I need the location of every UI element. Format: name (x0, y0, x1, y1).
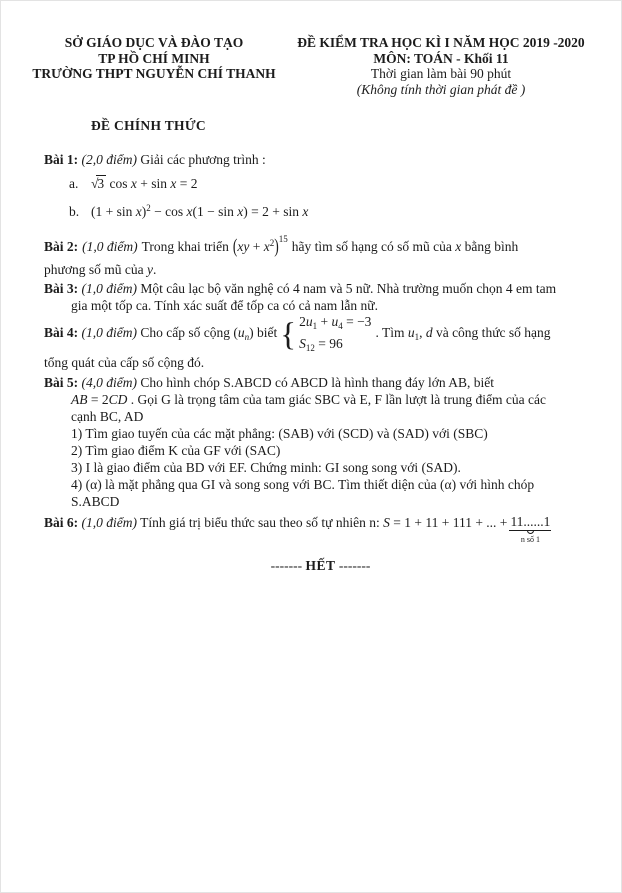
exam-duration: Thời gian làm bài 90 phút (370, 66, 512, 81)
problem-4-lead (44, 324, 277, 346)
system-equation-2: $S_{12} = 96$ (299, 336, 343, 353)
underbrace-term: 11......1 (510, 514, 551, 529)
system-equations (299, 313, 371, 357)
exam-header (1, 1, 621, 97)
problem-5-line-2: AB = 2CD . Gọi G là trọng tâm của tam giác SBC và E, F lần lượt là trung điểm của các (71, 392, 546, 407)
equation-system (280, 313, 371, 357)
problem-4-label: Bài 4: (44, 325, 79, 340)
official-stamp: ĐỀ CHÍNH THỨC (91, 118, 206, 133)
school-block (25, 35, 283, 97)
problem-5-item-4-cont: S.ABCD (71, 494, 120, 509)
underbrace-icon (527, 530, 534, 534)
problem-1-item-b (69, 200, 597, 220)
exam-subject: MÔN: TOÁN - Khối 11 (373, 50, 509, 66)
exam-note: (Không tính thời gian phát đề ) (356, 81, 526, 97)
problem-5-item-4: 4) (α) là mặt phẳng qua GI và song song với BC. Tìm thiết diện của (α) với hình chóp (71, 477, 535, 492)
problem-5-points: (4,0 điểm) (81, 375, 137, 390)
system-brace-icon: { (280, 317, 297, 353)
problem-6-label: Bài 6: (44, 515, 79, 530)
problem-2-heading (44, 229, 597, 255)
footer-end-label: HẾT (305, 558, 336, 573)
exam-title-block (285, 35, 597, 97)
equation-1b: $(1 + \sin x)^2 - \cos x(1 - \sin x) = 2 + \sin x$ (91, 203, 309, 219)
problem-5-line-3: cạnh BC, AD (71, 409, 144, 424)
problem-5-item-3: 3) I là giao điểm của BD với EF. Chứng minh: GI song song với (SAD). (71, 460, 461, 475)
problem-1-item-a (69, 175, 597, 192)
system-equation-1: $2u_1 + u_4 = -3$ (299, 314, 372, 331)
problem-6-text: Tính giá trị biểu thức sau theo số tự nhiên n: (140, 515, 380, 530)
item-b-marker: b. (69, 204, 80, 219)
sequence-notation: $(u_n)$ (233, 325, 254, 342)
department-line: SỞ GIÁO DỤC VÀ ĐÀO TẠO (64, 35, 244, 50)
problem-1-text: Giải các phương trình : (140, 152, 266, 167)
item-a-marker: a. (69, 176, 79, 191)
problem-3-text: Một câu lạc bộ văn nghệ có 4 nam và 5 nữ. Nhà trường muốn chọn 4 em tam (140, 281, 557, 296)
problem-4-line-2: tổng quát của cấp số cộng đó. (44, 355, 205, 370)
city-line: TP HỒ CHÍ MINH (98, 50, 210, 66)
problem-3-line-2: gia một tốp ca. Tính xác suất để tốp ca có cả nam lẫn nữ. (71, 298, 378, 313)
problem-2-label: Bài 2: (44, 239, 79, 254)
problem-3-label: Bài 3: (44, 281, 79, 296)
problem-3-points: (1,0 điểm) (81, 281, 137, 296)
problem-5-text: Cho hình chóp S.ABCD có ABCD là hình thang đáy lớn AB, biết (140, 375, 495, 390)
problem-5-item-1: 1) Tìm giao tuyến của các mặt phẳng: (SAB) với (SCD) và (SAD) với (SBC) (71, 426, 488, 441)
exam-title: ĐỀ KIỂM TRA HỌC KÌ I NĂM HỌC 2019 -2020 (297, 35, 585, 50)
problem-2-line-2: phương số mũ của y. (44, 262, 157, 277)
problem-4-points: (1,0 điểm) (81, 325, 137, 340)
underbrace-label: n số 1 (520, 535, 540, 544)
problem-2-text-after: hãy tìm số hạng có số mũ của x bằng bình (291, 239, 519, 254)
problem-4-heading (44, 316, 597, 354)
exam-footer (44, 557, 597, 574)
problem-3-heading (44, 280, 597, 297)
footer-dashes-left: ------- (270, 558, 303, 573)
exam-body (44, 151, 597, 574)
binomial-formula: $(xy + x^2)^{15}$ (232, 234, 288, 257)
problem-5-label: Bài 5: (44, 375, 79, 390)
problem-1-label: Bài 1: (44, 152, 79, 167)
problem-1-heading (44, 151, 597, 168)
problem-6-lead (44, 514, 507, 531)
equation-1a: √3 cos x + sin x = 2 (91, 176, 198, 191)
problem-2-points: (1,0 điểm) (82, 239, 138, 254)
problem-5-item-2: 2) Tìm giao điểm K của GF với (SAC) (71, 443, 281, 458)
underbrace-group (509, 514, 551, 545)
series-formula: S = 1 + 11 + 111 + ... + (383, 515, 508, 530)
problem-4-text-after: . Tìm $u_1$, d và công thức số hạng (375, 325, 551, 342)
problem-2-text: Trong khai triển (141, 239, 229, 254)
school-line: TRƯỜNG THPT NGUYỄN CHÍ THANH (32, 66, 276, 81)
problem-1-points: (2,0 điểm) (81, 152, 137, 167)
problem-4-text: Cho cấp số cộng (140, 325, 230, 340)
problem-5-heading (44, 374, 597, 391)
problem-6-heading (44, 514, 597, 545)
problem-6-points: (1,0 điểm) (81, 515, 137, 530)
problem-4-text-mid: biết (256, 325, 278, 340)
footer-dashes-right: ------- (338, 558, 371, 573)
